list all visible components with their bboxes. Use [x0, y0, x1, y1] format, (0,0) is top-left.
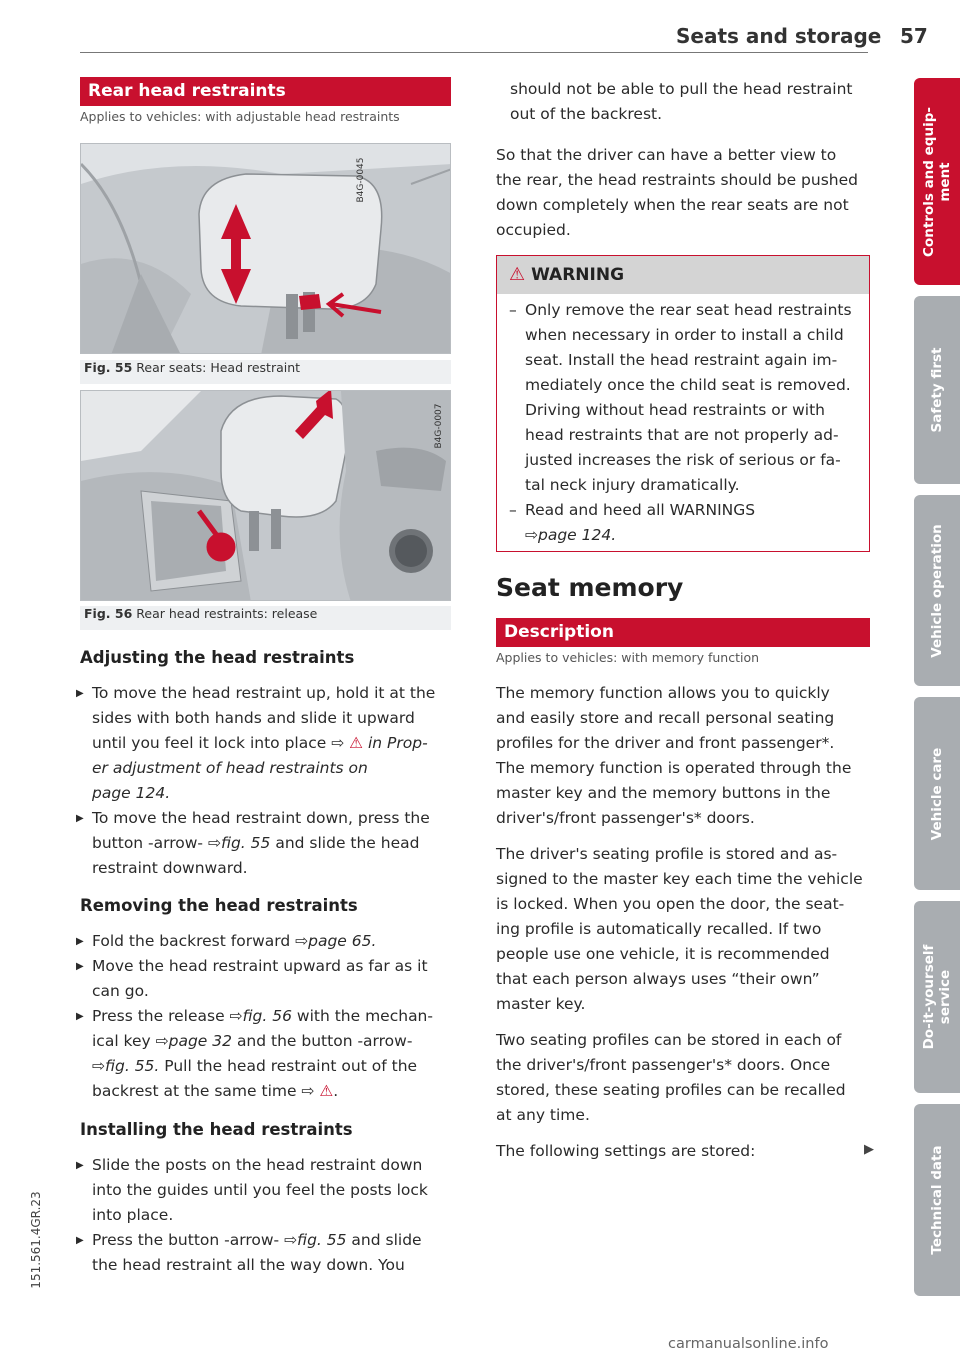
list-item: – Read and heed all WARNINGS ⇨page 124.	[497, 498, 869, 548]
list-item: ▶ To move the head restraint up, hold it at the sides with both hands and slide it upward until you feel it lock into place ⇨ ⚠ in Prop- er adjustment of head restraints on page 124.	[74, 681, 459, 806]
document-code: 151.561.4GR.23	[29, 1191, 43, 1289]
installing-steps	[74, 1153, 459, 1278]
list-item: ▶ Press the release ⇨fig. 56 with the mechan- ical key ⇨page 32 and the button -arrow- ⇨fig. 55. Pull the head restraint out of the backrest at the same time ⇨ ⚠.	[74, 1004, 459, 1104]
paragraph-settings-stored: The following settings are stored:	[496, 1142, 756, 1160]
adjusting-steps	[74, 681, 459, 881]
bullet-triangle-icon: ▶	[76, 936, 84, 947]
heading-removing: Removing the head restraints	[80, 896, 358, 915]
tab-vehicle-operation[interactable]: Vehicle operation	[914, 495, 960, 686]
removing-steps	[74, 929, 459, 1104]
link-page-124[interactable]: ⇨page 124.	[525, 526, 617, 544]
section-title-rear-head-restraints: Rear head restraints	[80, 77, 451, 106]
figure-55-caption	[80, 360, 451, 384]
link-proper-adjustment[interactable]: in Prop-	[367, 734, 428, 752]
paragraph-continued: should not be able to pull the head restraint out of the backrest.	[510, 80, 853, 123]
tab-do-it-yourself-service[interactable]: Do-it-yourself service	[914, 901, 960, 1093]
figure-56-code: B4G-0007	[434, 403, 444, 449]
continue-arrow-icon: ▶	[864, 1142, 874, 1157]
tab-controls-and-equipment[interactable]: Controls and equip- ment	[914, 78, 960, 285]
link-fig-55[interactable]: ⇨fig. 55	[207, 834, 271, 852]
heading-installing: Installing the head restraints	[80, 1120, 353, 1139]
figure-55-caption-text: Rear seats: Head restraint	[136, 360, 301, 375]
figure-56-image	[80, 390, 451, 601]
figure-55-label: Fig. 55	[84, 360, 133, 375]
figure-56-label: Fig. 56	[84, 606, 133, 621]
figure-56-caption	[80, 606, 451, 630]
list-item: ▶ Move the head restraint upward as far as it can go.	[74, 954, 459, 1004]
paragraph-two-profiles: Two seating profiles can be stored in each of the driver's/front passenger's* doors. Once stored, these seating profiles can be recalled at any time.	[496, 1031, 846, 1124]
section-title-description: Description	[496, 618, 870, 647]
warning-triangle-icon[interactable]: ⚠	[319, 1082, 334, 1100]
bullet-triangle-icon: ▶	[76, 1011, 84, 1022]
list-item: ▶ Press the button -arrow- ⇨fig. 55 and slide the head restraint all the way down. You	[74, 1228, 459, 1278]
warning-triangle-icon: ⚠	[509, 264, 526, 285]
warning-header	[497, 256, 869, 294]
page-number: 57	[900, 24, 928, 48]
list-item: ▶ Slide the posts on the head restraint down into the guides until you feel the posts lock into place.	[74, 1153, 459, 1228]
figure-55-image	[80, 143, 451, 354]
bullet-triangle-icon: ▶	[76, 688, 84, 699]
warning-box	[496, 255, 870, 552]
link-page-65[interactable]: ⇨page 65.	[295, 932, 377, 950]
bullet-triangle-icon: ▶	[76, 813, 84, 824]
list-item: ▶ Fold the backrest forward ⇨page 65.	[74, 929, 459, 954]
paragraph-memory-function: The memory function allows you to quickly and easily store and recall personal seating profiles for the driver and front passenger*. The memory function is operated through the master key and the memory buttons in the driver's/front passenger's* doors.	[496, 684, 852, 827]
figure-56-caption-text: Rear head restraints: release	[136, 606, 318, 621]
heading-seat-memory: Seat memory	[496, 573, 684, 602]
bullet-triangle-icon: ▶	[76, 961, 84, 972]
watermark: carmanualsonline.info	[668, 1336, 829, 1352]
tab-vehicle-care[interactable]: Vehicle care	[914, 697, 960, 890]
link-fig-56[interactable]: ⇨fig. 56	[229, 1007, 292, 1025]
list-item: ▶ To move the head restraint down, press the button -arrow- ⇨fig. 55 and slide the head restraint downward.	[74, 806, 459, 881]
running-header-title: Seats and storage	[676, 24, 882, 48]
header-rule	[80, 52, 868, 53]
list-item: – Only remove the rear seat head restraints when necessary in order to install a child seat. Install the head restraint again im- mediately once the child seat is removed. Driving without head restraints or with head restraints that are not properly ad- justed increases the risk of serious or fa- tal neck injury dramatically.	[509, 301, 852, 494]
link-fig-55[interactable]: ⇨fig. 55	[284, 1231, 347, 1249]
tab-safety-first[interactable]: Safety first	[914, 296, 960, 484]
applies-note: Applies to vehicles: with adjustable head restraints	[80, 109, 400, 124]
bullet-triangle-icon: ▶	[76, 1160, 84, 1171]
link-fig-55[interactable]: ⇨fig. 55.	[92, 1057, 160, 1075]
warning-list	[497, 294, 869, 548]
tab-technical-data[interactable]: Technical data	[914, 1104, 960, 1296]
warning-title: WARNING	[531, 265, 625, 285]
link-page-32[interactable]: ⇨page 32	[155, 1032, 232, 1050]
figure-55-code: B4G-0045	[356, 157, 366, 203]
applies-note: Applies to vehicles: with memory function	[496, 650, 760, 665]
heading-adjusting: Adjusting the head restraints	[80, 648, 355, 667]
paragraph-rear-view: So that the driver can have a better view to the rear, the head restraints should be pushed down completely when the rear seats are not occupied.	[496, 146, 858, 239]
bullet-triangle-icon: ▶	[76, 1235, 84, 1246]
paragraph-driver-profile: The driver's seating profile is stored and as- signed to the master key each time the vehicle is locked. When you open the door, the seat- ing profile is automatically recalled. If two people use one vehicle, it is recommended that each person always uses “their own” master key.	[496, 845, 863, 1013]
warning-triangle-icon: ⚠	[349, 734, 364, 752]
